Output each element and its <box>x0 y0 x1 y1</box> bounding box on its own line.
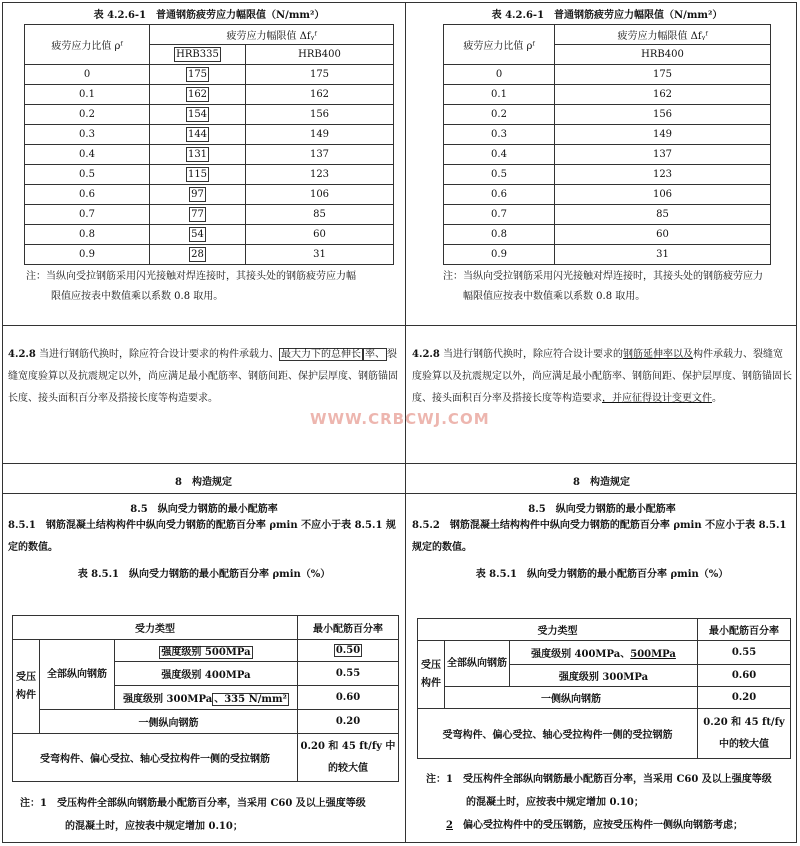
left-fatigue-block <box>24 6 394 307</box>
left-fatigue-row <box>25 125 394 145</box>
left-fatigue-hrb400-cell: 123 <box>246 165 394 185</box>
right-fatigue-ratio-cell: 0.1 <box>444 85 555 105</box>
left-t2-notes <box>20 792 400 838</box>
right-fatigue-row <box>444 225 771 245</box>
left-fatigue-ratio-cell: 0 <box>25 65 150 85</box>
left-t2-note2: 的混凝土时，应按表中规定增加 0.10； <box>65 821 243 832</box>
left-fatigue-hrb335-value: 175 <box>187 69 208 80</box>
right-col-hrb400: HRB400 <box>555 45 771 65</box>
right-fatigue-row <box>444 65 771 85</box>
left-fatigue-hrb335-cell <box>150 125 246 145</box>
right-fatigue-row <box>444 165 771 185</box>
right-t2-r1 <box>510 641 698 665</box>
left-chapter-title: 8 构造规定 <box>175 477 232 488</box>
left-fatigue-ratio-cell: 0.4 <box>25 145 150 165</box>
left-t2-r4v: 0.20 <box>298 710 399 734</box>
right-fatigue-hrb400-cell: 85 <box>555 205 771 225</box>
left-t2-r3v: 0.60 <box>298 686 399 710</box>
right-para-428-num: 4.2.8 <box>412 349 440 360</box>
right-fatigue-ratio-cell: 0.6 <box>444 185 555 205</box>
right-t2-r4v2: 中的较大值 <box>719 738 769 750</box>
right-para-428-a: 当进行钢筋代换时，除应符合设计要求的 <box>443 349 624 360</box>
left-fatigue-ratio-cell: 0.8 <box>25 225 150 245</box>
left-t2-r2v: 0.55 <box>298 662 399 686</box>
left-fatigue-hrb400-cell: 31 <box>246 245 394 265</box>
left-fatigue-hrb335-value: 28 <box>191 249 204 260</box>
left-para-851: 8.5.1 钢筋混凝土结构构件中纵向受力钢筋的配筋百分率 ρmin 不应小于表 8.5.1 规定的数值。 <box>8 520 396 553</box>
right-section-title: 8.5 纵向受力钢筋的最小配筋率 <box>528 504 676 515</box>
right-fatigue-hrb400-cell: 156 <box>555 105 771 125</box>
right-t2-r3: 一侧纵向钢筋 <box>445 687 698 709</box>
left-fatigue-hrb335-cell <box>150 85 246 105</box>
right-t2-r1a: 强度级别 400MPa、 <box>531 649 631 660</box>
left-fatigue-row <box>25 145 394 165</box>
watermark: WWW.CRBCWJ.COM <box>310 410 490 428</box>
left-para-428-a: 当进行钢筋代换时，除应符合设计要求的构件承载力、 <box>39 349 280 360</box>
right-para-428 <box>408 344 796 410</box>
left-t2-r1v-label: 0.50 <box>335 645 361 656</box>
right-para-428-b: 构件承载力、裂缝宽度验算以及抗震规定以外，尚应满足最小配筋率、钢筋间距、保护层厚度、钢筋锚固长度、接头面积百分率及搭接长度等构造要求 <box>412 349 792 404</box>
right-fatigue-ratio-cell: 0.2 <box>444 105 555 125</box>
left-t2-r3 <box>115 686 298 710</box>
left-fatigue-row <box>25 245 394 265</box>
left-t2-note1: 注：1 受压构件全部纵向钢筋最小配筋百分率，当采用 C60 及以上强度等级 <box>20 798 366 809</box>
left-para-428-num: 4.2.8 <box>8 349 36 360</box>
right-note-line2: 幅限值应按表中数值乘以系数 0.8 取用。 <box>463 291 646 302</box>
left-t2-c1: 受压构件 <box>13 640 40 734</box>
right-fatigue-hrb400-cell: 137 <box>555 145 771 165</box>
right-fatigue-row <box>444 105 771 125</box>
right-fatigue-ratio-cell: 0.8 <box>444 225 555 245</box>
left-fatigue-hrb335-cell <box>150 205 246 225</box>
right-para-428-end: 。 <box>712 393 722 404</box>
left-para-428-b: 裂缝宽度验算以及抗震规定以外，尚应满足最小配筋率、钢筋间距、保护层厚度、钢筋锚固长度、接头面积百分率及搭接长度等构造要求。 <box>8 349 398 404</box>
right-fatigue-hrb400-cell: 175 <box>555 65 771 85</box>
left-fatigue-hrb400-cell: 106 <box>246 185 394 205</box>
left-para-428 <box>4 344 404 410</box>
right-fatigue-ratio-cell: 0 <box>444 65 555 85</box>
left-fatigue-hrb335-value: 144 <box>187 129 208 140</box>
right-t2-r1b: 500MPa <box>630 649 676 660</box>
left-t2-r5: 受弯构件、偏心受拉、轴心受拉构件一侧的受拉钢筋 <box>13 734 298 782</box>
left-col-hrb400: HRB400 <box>246 45 394 65</box>
left-min-ratio-table <box>12 615 399 782</box>
right-table2-title: 表 8.5.1 纵向受力钢筋的最小配筋百分率 ρmin（%） <box>475 569 729 580</box>
left-fatigue-row <box>25 165 394 185</box>
right-section-85 <box>408 500 796 580</box>
left-fatigue-ratio-cell: 0.3 <box>25 125 150 145</box>
left-fatigue-ratio-cell: 0.2 <box>25 105 150 125</box>
left-t2-h1: 受力类型 <box>13 616 298 640</box>
left-t2-h2: 最小配筋百分率 <box>298 616 399 640</box>
left-fatigue-row <box>25 225 394 245</box>
right-t2-r4: 受弯构件、偏心受拉、轴心受拉构件一侧的受拉钢筋 <box>418 709 698 759</box>
right-t2-h2: 最小配筋百分率 <box>698 619 791 641</box>
right-min-ratio-block <box>417 618 791 759</box>
left-fatigue-hrb335-value: 115 <box>187 169 208 180</box>
right-fatigue-row <box>444 245 771 265</box>
right-t2-r2v: 0.60 <box>698 665 791 687</box>
right-fatigue-hrb400-cell: 123 <box>555 165 771 185</box>
row-divider-2 <box>2 463 797 464</box>
left-fatigue-row <box>25 85 394 105</box>
right-fatigue-row <box>444 85 771 105</box>
left-t2-r5v1: 0.20 和 45 ft/fy 中 <box>300 740 396 752</box>
right-min-ratio-table <box>417 618 791 759</box>
left-fatigue-ratio-cell: 0.6 <box>25 185 150 205</box>
left-min-ratio-block <box>12 615 399 782</box>
right-fatigue-note <box>443 267 771 307</box>
right-t2-h1: 受力类型 <box>418 619 698 641</box>
right-t2-note3-text: 偏心受拉构件中的受压钢筋，应按受压构件一侧纵向钢筋考虑； <box>452 820 743 831</box>
right-para-428-underline: ，并应征得设计变更文件 <box>602 393 712 404</box>
right-fatigue-ratio-cell: 0.5 <box>444 165 555 185</box>
left-t2-r2: 强度级别 400MPa <box>115 662 298 686</box>
right-chapter-title: 8 构造规定 <box>573 477 630 488</box>
left-t2-r4: 一侧纵向钢筋 <box>40 710 298 734</box>
right-fatigue-ratio-cell: 0.3 <box>444 125 555 145</box>
left-hrb335-label: HRB335 <box>176 49 219 60</box>
left-t2-r1-label: 强度级别 500MPa <box>161 647 251 658</box>
left-fatigue-hrb335-cell <box>150 185 246 205</box>
left-fatigue-ratio-cell: 0.7 <box>25 205 150 225</box>
left-fatigue-hrb335-cell <box>150 145 246 165</box>
right-t2-r2: 强度级别 300MPa <box>510 665 698 687</box>
right-t2-note1: 注：1 受压构件全部纵向钢筋最小配筋百分率，当采用 C60 及以上强度等级 <box>426 774 772 785</box>
left-fatigue-hrb335-cell <box>150 165 246 185</box>
left-fatigue-row <box>25 185 394 205</box>
right-t2-note3-num: 2 <box>446 820 453 831</box>
right-t2-r4v <box>698 709 791 759</box>
right-fatigue-row <box>444 125 771 145</box>
left-t2-c2: 全部纵向钢筋 <box>40 640 115 710</box>
right-para-852: 8.5.2 钢筋混凝土结构构件中纵向受力钢筋的配筋百分率 ρmin 不应小于表 8.5.1 规定的数值。 <box>412 520 787 553</box>
left-fatigue-hrb335-cell <box>150 65 246 85</box>
right-fatigue-row <box>444 145 771 165</box>
right-fatigue-hrb400-cell: 106 <box>555 185 771 205</box>
left-fatigue-hrb335-value: 131 <box>187 149 208 160</box>
right-fatigue-ratio-cell: 0.7 <box>444 205 555 225</box>
right-col-ratio: 疲劳应力比值 ρᶠ <box>444 25 555 65</box>
right-fatigue-hrb400-cell: 31 <box>555 245 771 265</box>
right-t2-c2: 全部纵向钢筋 <box>445 641 510 687</box>
right-fatigue-ratio-cell: 0.4 <box>444 145 555 165</box>
left-fatigue-hrb335-value: 77 <box>191 209 204 220</box>
right-t2-r3v: 0.20 <box>698 687 791 709</box>
right-fatigue-row <box>444 205 771 225</box>
right-para-428-box1: 钢筋延伸率以及 <box>623 349 694 360</box>
left-fatigue-row <box>25 205 394 225</box>
left-fatigue-hrb335-value: 97 <box>191 189 204 200</box>
right-t2-r4v1: 0.20 和 45 ft/fy <box>703 716 785 728</box>
right-fatigue-row <box>444 185 771 205</box>
left-fatigue-hrb400-cell: 149 <box>246 125 394 145</box>
left-note-line1: 注：当纵向受拉钢筋采用闪光接触对焊连接时，其接头处的钢筋疲劳应力幅 <box>26 271 356 282</box>
row-divider-1 <box>2 325 797 326</box>
right-fatigue-ratio-cell: 0.9 <box>444 245 555 265</box>
left-fatigue-hrb335-cell <box>150 225 246 245</box>
left-fatigue-hrb335-cell <box>150 245 246 265</box>
left-col-ratio: 疲劳应力比值 ρᶠ <box>25 25 150 65</box>
right-t2-note2: 的混凝土时，应按表中规定增加 0.10； <box>466 797 644 808</box>
left-fatigue-ratio-cell: 0.9 <box>25 245 150 265</box>
left-para-428-box1: 最大力下的总伸长 <box>281 349 362 360</box>
left-table-title: 表 4.2.6-1 普通钢筋疲劳应力幅限值（N/mm²） <box>93 10 325 21</box>
right-col-limit: 疲劳应力幅限值 Δfᵧᶠ <box>555 25 771 45</box>
right-t2-note3 <box>426 814 794 837</box>
left-fatigue-hrb400-cell: 137 <box>246 145 394 165</box>
right-fatigue-hrb400-cell: 60 <box>555 225 771 245</box>
left-col-limit: 疲劳应力幅限值 Δfᵧᶠ <box>150 25 394 45</box>
left-fatigue-hrb400-cell: 85 <box>246 205 394 225</box>
right-fatigue-hrb400-cell: 162 <box>555 85 771 105</box>
right-t2-r1v: 0.55 <box>698 641 791 665</box>
left-section-85 <box>4 500 404 580</box>
left-t2-r5v <box>298 734 399 782</box>
right-note-line1: 注：当纵向受拉钢筋采用闪光接触对焊连接时，其接头处的钢筋疲劳应力 <box>443 271 763 282</box>
left-fatigue-ratio-cell: 0.5 <box>25 165 150 185</box>
right-fatigue-table <box>443 24 771 265</box>
left-t2-r1v <box>298 640 399 662</box>
left-col-hrb335 <box>150 45 246 65</box>
right-t2-c1: 受压构件 <box>418 641 445 709</box>
right-table-title: 表 4.2.6-1 普通钢筋疲劳应力幅限值（N/mm²） <box>491 10 723 21</box>
left-fatigue-ratio-cell: 0.1 <box>25 85 150 105</box>
left-fatigue-row <box>25 105 394 125</box>
left-t2-r3b: 、335 N/mm² <box>214 694 287 705</box>
left-fatigue-hrb335-cell <box>150 105 246 125</box>
left-t2-r1 <box>115 640 298 662</box>
left-section-title: 8.5 纵向受力钢筋的最小配筋率 <box>130 504 278 515</box>
right-t2-notes <box>426 768 794 837</box>
left-fatigue-hrb400-cell: 175 <box>246 65 394 85</box>
left-fatigue-hrb400-cell: 156 <box>246 105 394 125</box>
left-fatigue-hrb335-value: 162 <box>187 89 208 100</box>
left-table2-title: 表 8.5.1 纵向受力钢筋的最小配筋百分率 ρmin（%） <box>77 569 331 580</box>
right-fatigue-block <box>443 6 771 307</box>
left-t2-r5v2: 的较大值 <box>328 762 368 774</box>
left-fatigue-table <box>24 24 394 265</box>
left-t2-r3a: 强度级别 300MPa <box>123 694 213 705</box>
left-fatigue-note <box>24 267 394 307</box>
left-fatigue-hrb335-value: 154 <box>187 109 208 120</box>
left-fatigue-row <box>25 65 394 85</box>
left-fatigue-hrb400-cell: 60 <box>246 225 394 245</box>
left-para-428-box2: 率、 <box>365 349 386 360</box>
row-divider-3 <box>2 493 797 494</box>
left-note-line2: 限值应按表中数值乘以系数 0.8 取用。 <box>51 291 224 302</box>
left-fatigue-hrb335-value: 54 <box>191 229 204 240</box>
left-fatigue-hrb400-cell: 162 <box>246 85 394 105</box>
right-fatigue-hrb400-cell: 149 <box>555 125 771 145</box>
